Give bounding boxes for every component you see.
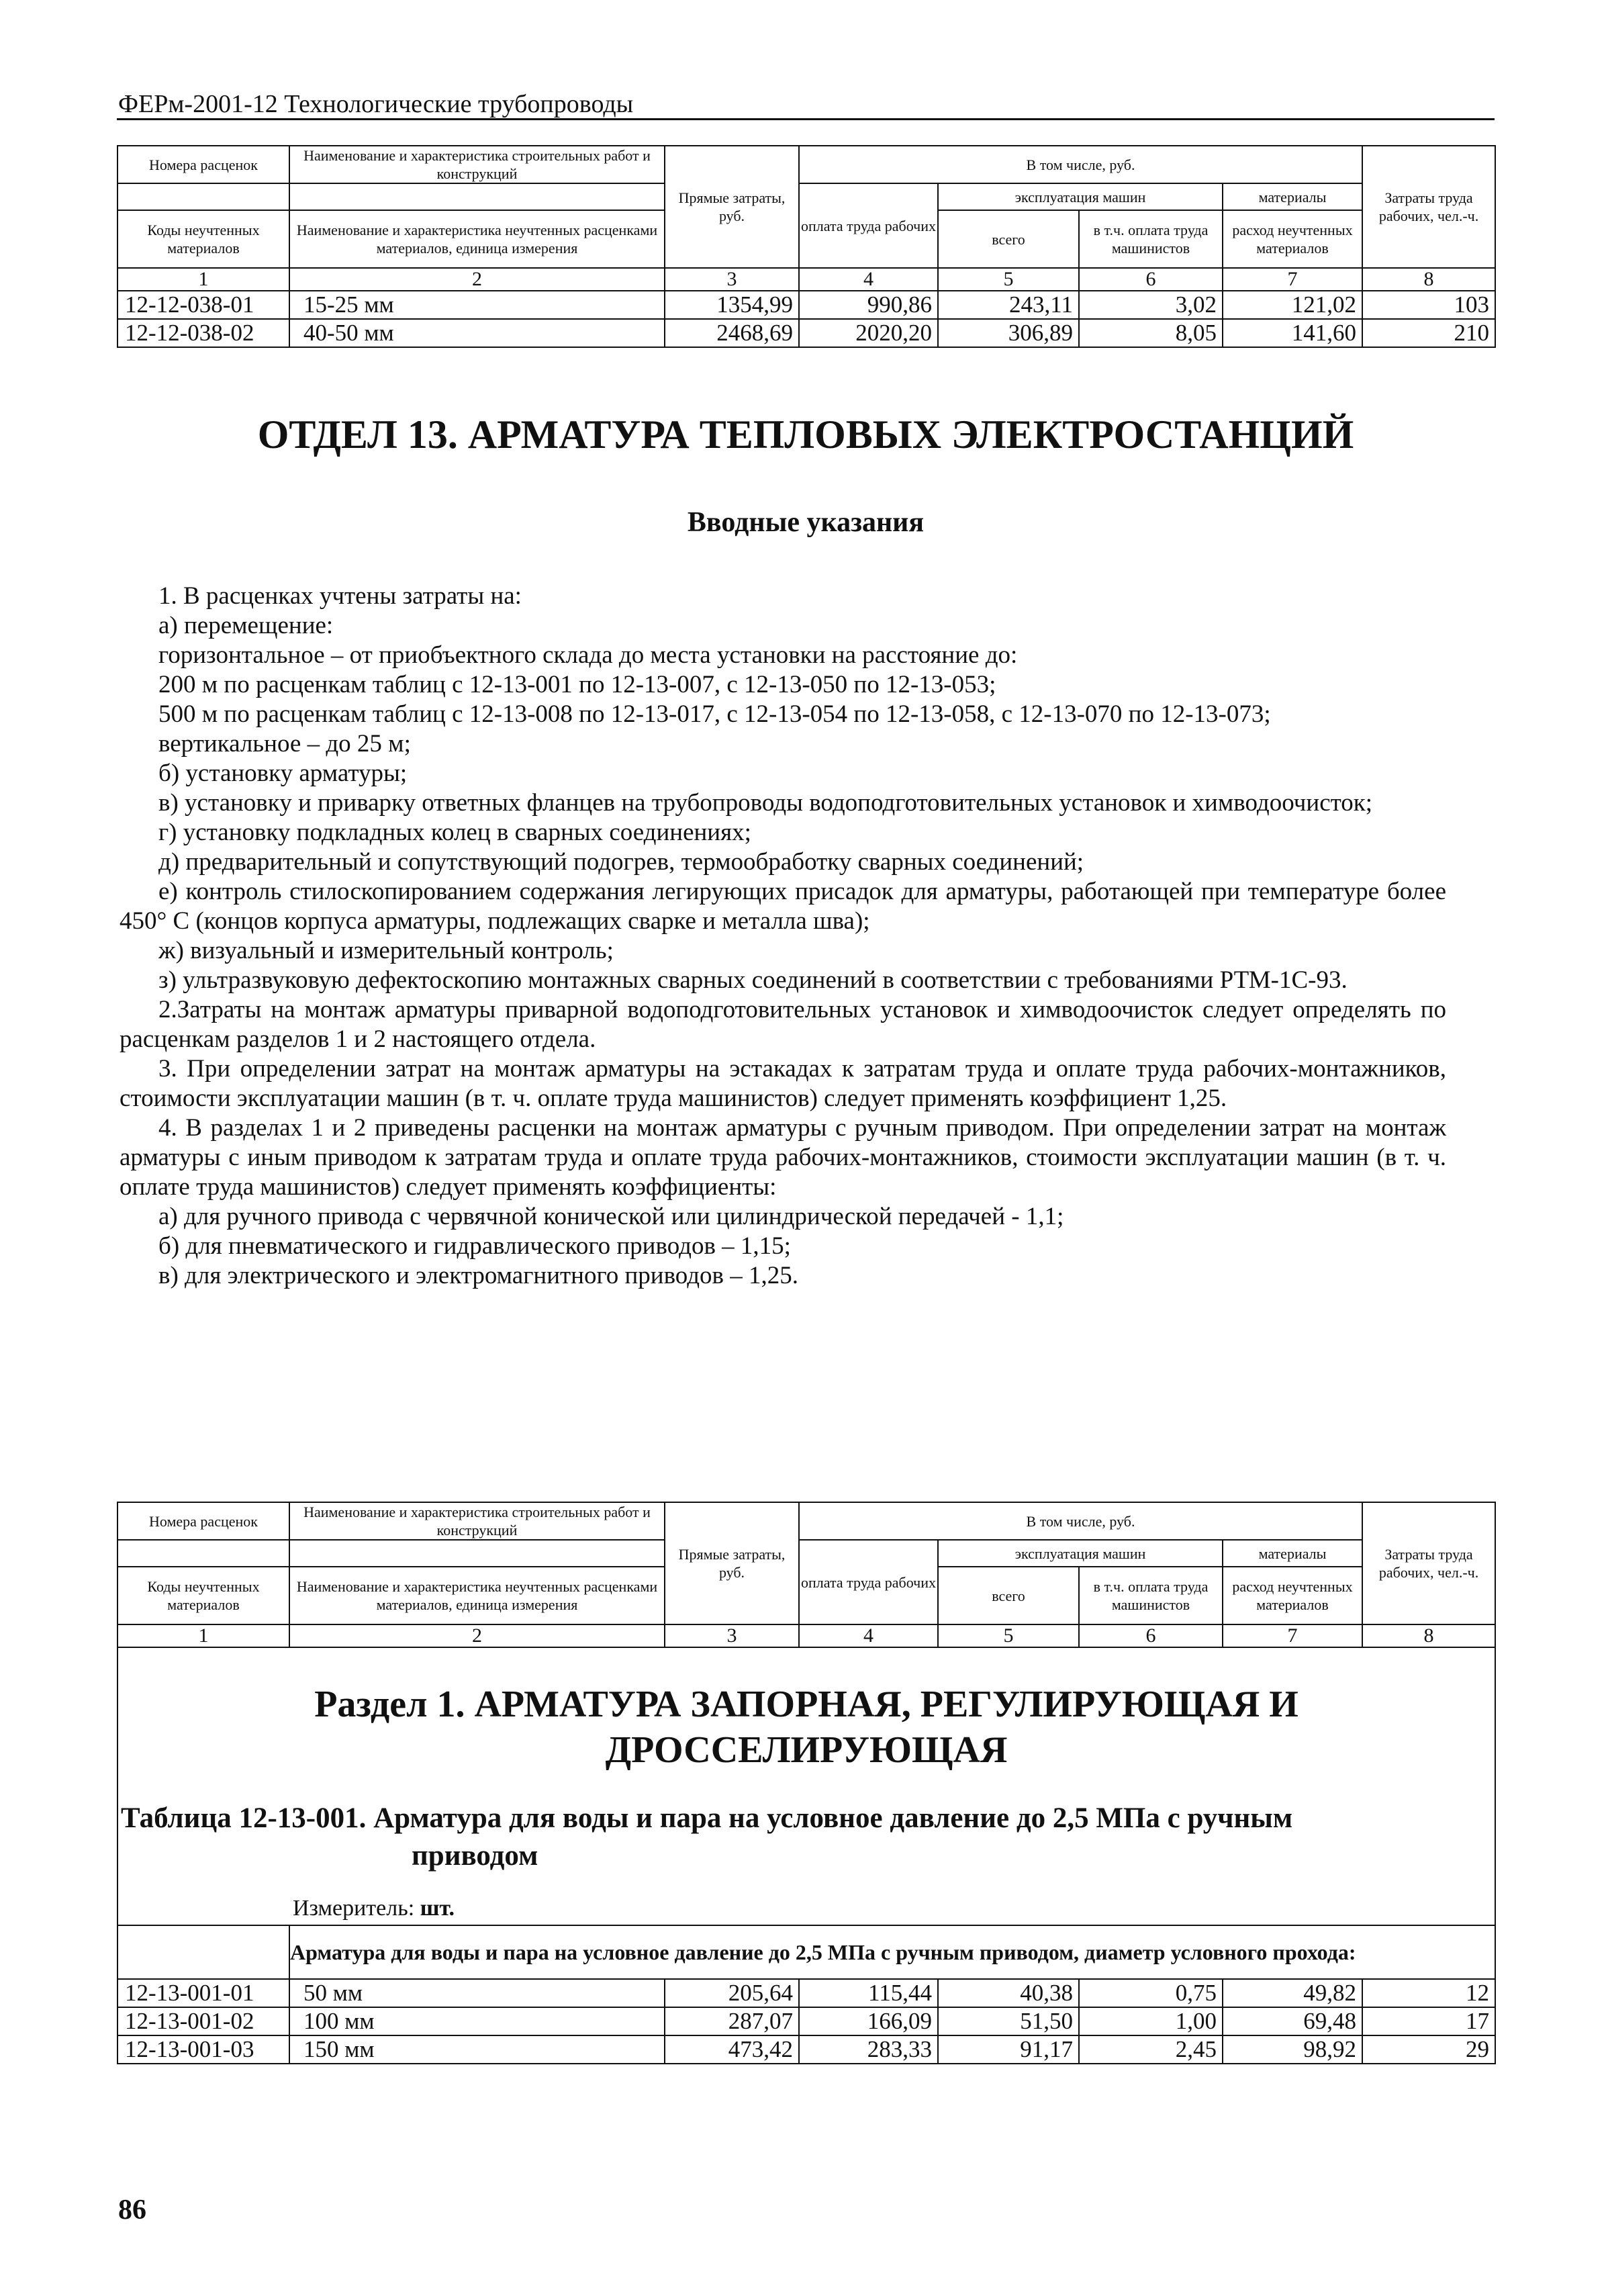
intro-paragraph: а) перемещение: — [158, 612, 334, 639]
header-work-name: Наименование и характеристика строительных работ и конструкций — [289, 1502, 665, 1540]
column-numbers-row — [117, 1624, 1495, 1647]
header-material-name: Наименование и характеристика неучтенных расценками материалов, единица измерения — [289, 210, 665, 268]
column-number: 8 — [1362, 268, 1495, 291]
rates-table-bottom — [117, 1502, 1496, 2064]
meter-value: шт. — [420, 1896, 455, 1921]
header-material-codes: Коды неучтенных материалов — [117, 1567, 289, 1624]
section-title: ОТДЕЛ 13. АРМАТУРА ТЕПЛОВЫХ ЭЛЕКТРОСТАНЦИЙ — [257, 412, 1354, 457]
labor-hours: 29 — [1362, 2035, 1495, 2064]
column-number: 3 — [665, 1624, 799, 1647]
direct-costs: 473,42 — [665, 2035, 799, 2064]
intro-paragraph: 4. В разделах 1 и 2 приведены расценки на монтаж арматуры с ручным приводом. При определении затрат на монтаж арматуры с иным приводом к затратам труда и оплате труда рабочих-монтажников, стоимости эксплуатации машин (в т. ч. оплате труда машинистов) следует применять коэффициенты: — [120, 1114, 1446, 1201]
intro-paragraph: д) предварительный и сопутствующий подогрев, термообработку сварных соединений; — [158, 848, 1084, 876]
labor-pay: 115,44 — [799, 1979, 938, 2007]
header-labor-pay: оплата труда рабочих — [799, 183, 938, 268]
labor-hours: 103 — [1362, 291, 1495, 319]
intro-paragraph: в) для электрического и электромагнитного приводов – 1,25. — [158, 1262, 799, 1289]
intro-paragraph: в) установку и приварку ответных фланцев на трубопроводы водоподготовительных установок и химводоочисток; — [158, 789, 1373, 817]
header-material-codes: Коды неучтенных материалов — [117, 210, 289, 268]
materials-cost: 49,82 — [1223, 1979, 1362, 2007]
table-row — [117, 2007, 1495, 2035]
intro-paragraph: з) ультразвуковую дефектоскопию монтажных сварных соединений в соответствии с требованиями РТМ-1С-93. — [158, 966, 1348, 994]
column-number: 7 — [1223, 268, 1362, 291]
table-subhead: Арматура для воды и пара на условное давление до 2,5 МПа с ручным приводом, диаметр условного прохода: — [289, 1925, 1495, 1979]
column-number: 4 — [799, 268, 938, 291]
header-work-name-cont — [289, 183, 665, 210]
intro-paragraph: б) для пневматического и гидравлического приводов – 1,15; — [158, 1232, 791, 1260]
header-direct-costs: Прямые затраты, руб. — [665, 1502, 799, 1624]
intro-paragraph: г) установку подкладных колец в сварных соединениях; — [158, 819, 751, 846]
column-number: 2 — [289, 268, 665, 291]
rate-name: 15-25 мм — [289, 291, 665, 319]
intro-paragraph: ж) визуальный и измерительный контроль; — [158, 937, 614, 964]
header-work-name-cont — [289, 1540, 665, 1567]
intro-paragraph: 200 м по расценкам таблиц с 12-13-001 по 12-13-007, с 12-13-050 по 12-13-053; — [158, 671, 996, 698]
direct-costs: 2468,69 — [665, 319, 799, 347]
column-number: 6 — [1079, 268, 1223, 291]
header-machines: эксплуатация машин — [938, 183, 1223, 210]
rate-name: 40-50 мм — [289, 319, 665, 347]
table-row — [117, 319, 1495, 347]
materials-cost: 69,48 — [1223, 2007, 1362, 2035]
header-material-name: Наименование и характеристика неучтенных расценками материалов, единица измерения — [289, 1567, 665, 1624]
header-materials: материалы — [1223, 1540, 1362, 1567]
header-machines-total: всего — [938, 1567, 1079, 1624]
machinists-pay: 3,02 — [1079, 291, 1223, 319]
direct-costs: 1354,99 — [665, 291, 799, 319]
section-header-cell — [117, 1647, 1495, 1925]
header-labor-hours: Затраты труда рабочих, чел.-ч. — [1362, 1502, 1495, 1624]
labor-pay: 166,09 — [799, 2007, 938, 2035]
header-rate-numbers-cont — [117, 1540, 289, 1567]
intro-paragraph: е) контроль стилоскопированием содержания легирующих присадок для арматуры, работающей при температуре более 450° С (концов корпуса арматуры, подлежащих сварке и металла шва); — [120, 878, 1446, 935]
header-direct-costs: Прямые затраты, руб. — [665, 146, 799, 268]
column-number: 1 — [117, 1624, 289, 1647]
intro-paragraph: 1. В расценках учтены затраты на: — [158, 582, 522, 610]
column-numbers-row — [117, 268, 1495, 291]
running-head: ФЕРм-2001-12 Технологические трубопроводы — [118, 90, 634, 118]
header-labor-hours: Затраты труда рабочих, чел.-ч. — [1362, 146, 1495, 268]
subsection-title: Раздел 1. АРМАТУРА ЗАПОРНАЯ, РЕГУЛИРУЮЩАЯ И ДРОССЕЛИРУЮЩАЯ — [314, 1684, 1298, 1771]
column-number: 7 — [1223, 1624, 1362, 1647]
labor-hours: 210 — [1362, 319, 1495, 347]
machines-total: 91,17 — [938, 2035, 1079, 2064]
header-rule — [117, 118, 1495, 120]
labor-hours: 12 — [1362, 1979, 1495, 2007]
rate-name: 150 мм — [289, 2035, 665, 2064]
column-number: 8 — [1362, 1624, 1495, 1647]
header-machines: эксплуатация машин — [938, 1540, 1223, 1567]
intro-paragraph: вертикальное – до 25 м; — [158, 730, 411, 757]
intro-paragraph: а) для ручного привода с червячной конической или цилиндрической передачей - 1,1; — [158, 1203, 1064, 1230]
machinists-pay: 1,00 — [1079, 2007, 1223, 2035]
materials-cost: 141,60 — [1223, 319, 1362, 347]
meter-label: Измеритель: — [293, 1896, 415, 1921]
rate-code: 12-13-001-02 — [117, 2007, 289, 2035]
column-number: 6 — [1079, 1624, 1223, 1647]
intro-paragraph: б) установку арматуры; — [158, 760, 408, 787]
intro-text — [120, 582, 1446, 1291]
header-machinists-pay: в т.ч. оплата труда машинистов — [1079, 1567, 1223, 1624]
rates-table-top — [117, 145, 1496, 348]
header-materials-use: расход неучтенных материалов — [1223, 1567, 1362, 1624]
column-number: 1 — [117, 268, 289, 291]
rate-name: 100 мм — [289, 2007, 665, 2035]
header-machinists-pay: в т.ч. оплата труда машинистов — [1079, 210, 1223, 268]
intro-paragraph: 2.Затраты на монтаж арматуры приварной водоподготовительных установок и химводоочисток следует определять по расценкам разделов 1 и 2 настоящего отдела. — [120, 996, 1446, 1053]
machinists-pay: 8,05 — [1079, 319, 1223, 347]
materials-cost: 98,92 — [1223, 2035, 1362, 2064]
rate-code: 12-12-038-02 — [117, 319, 289, 347]
table-row — [117, 2035, 1495, 2064]
table-title-line2: приводом — [412, 1840, 538, 1872]
header-labor-pay: оплата труда рабочих — [799, 1540, 938, 1624]
intro-paragraph: 500 м по расценкам таблиц с 12-13-008 по 12-13-017, с 12-13-054 по 12-13-058, с 12-13-070 по 12-13-073; — [158, 700, 1271, 728]
header-including: В том числе, руб. — [799, 146, 1362, 183]
rate-name: 50 мм — [289, 1979, 665, 2007]
column-number: 5 — [938, 1624, 1079, 1647]
page-number: 86 — [118, 2195, 146, 2225]
unit-of-measure — [118, 1875, 1495, 1925]
materials-cost: 121,02 — [1223, 291, 1362, 319]
labor-hours: 17 — [1362, 2007, 1495, 2035]
header-work-name: Наименование и характеристика строительных работ и конструкций — [289, 146, 665, 183]
subhead-blank — [117, 1925, 289, 1979]
header-materials: материалы — [1223, 183, 1362, 210]
machines-total: 40,38 — [938, 1979, 1079, 2007]
labor-pay: 283,33 — [799, 2035, 938, 2064]
header-rate-numbers-cont — [117, 183, 289, 210]
rate-code: 12-13-001-01 — [117, 1979, 289, 2007]
intro-title: Вводные указания — [687, 507, 925, 538]
table-title-line1: Таблица 12-13-001. Арматура для воды и пара на условное давление до 2,5 МПа с ручным — [121, 1802, 1293, 1834]
header-rate-numbers: Номера расценок — [117, 1502, 289, 1540]
labor-pay: 990,86 — [799, 291, 938, 319]
intro-paragraph: 3. При определении затрат на монтаж арматуры на эстакадах к затратам труда и оплате труда рабочих-монтажников, стоимости эксплуатации машин (в т. ч. оплате труда машинистов) следует применять коэффициент 1,25. — [120, 1055, 1446, 1112]
table-row — [117, 291, 1495, 319]
table-title — [118, 1800, 1495, 1875]
labor-pay: 2020,20 — [799, 319, 938, 347]
direct-costs: 287,07 — [665, 2007, 799, 2035]
header-including: В том числе, руб. — [799, 1502, 1362, 1540]
header-machines-total: всего — [938, 210, 1079, 268]
column-number: 3 — [665, 268, 799, 291]
rate-code: 12-13-001-03 — [117, 2035, 289, 2064]
column-number: 2 — [289, 1624, 665, 1647]
column-number: 5 — [938, 268, 1079, 291]
machinists-pay: 2,45 — [1079, 2035, 1223, 2064]
table-row — [117, 1979, 1495, 2007]
rate-code: 12-12-038-01 — [117, 291, 289, 319]
intro-paragraph: горизонтальное – от приобъектного склада до места установки на расстояние до: — [158, 641, 1018, 669]
machines-total: 243,11 — [938, 291, 1079, 319]
column-number: 4 — [799, 1624, 938, 1647]
direct-costs: 205,64 — [665, 1979, 799, 2007]
header-materials-use: расход неучтенных материалов — [1223, 210, 1362, 268]
machinists-pay: 0,75 — [1079, 1979, 1223, 2007]
machines-total: 306,89 — [938, 319, 1079, 347]
machines-total: 51,50 — [938, 2007, 1079, 2035]
header-rate-numbers: Номера расценок — [117, 146, 289, 183]
